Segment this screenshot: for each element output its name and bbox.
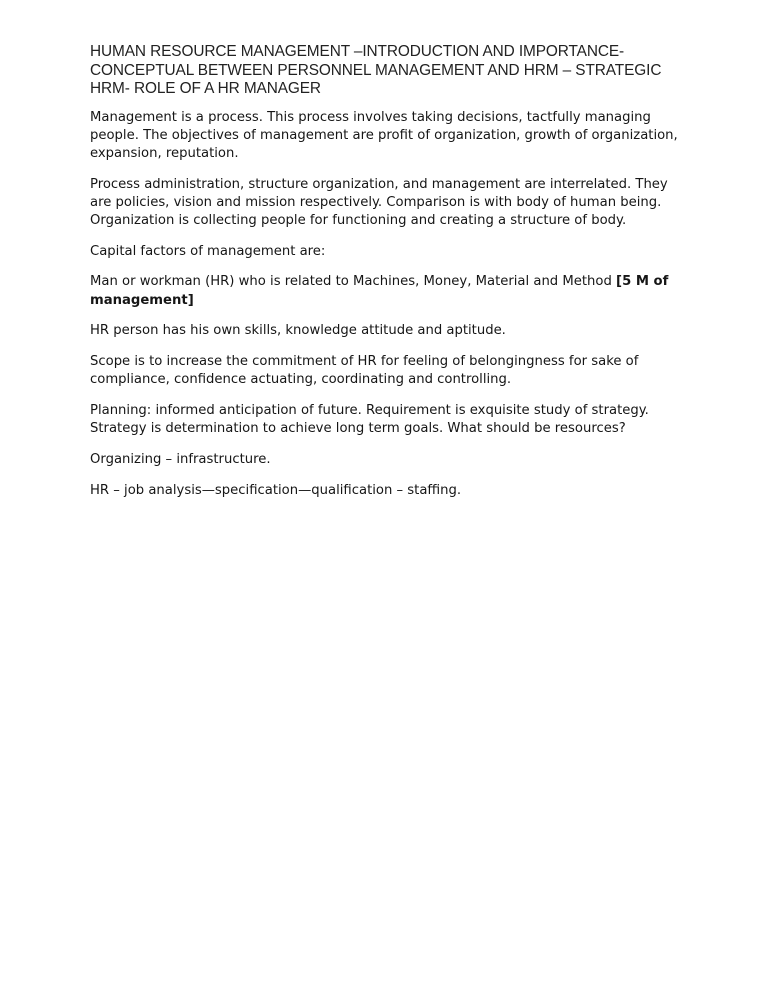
bold-5m-label: [5 M of management] [90, 274, 669, 308]
paragraph-hr-person: HR person has his own skills, knowledge attitude and aptitude. [90, 323, 506, 339]
paragraph-planning: Planning: informed anticipation of future. Requirement is exquisite study of strategy. Strategy is determination to achieve long term goals. What should be resources? [90, 402, 649, 437]
paragraph-capital-factors: Capital factors of management are: [90, 243, 326, 259]
document-body [90, 43, 690, 512]
document-title: HUMAN RESOURCE MANAGEMENT –INTRODUCTION AND IMPORTANCE- CONCEPTUAL BETWEEN PERSONNEL MANAGEMENT AND HRM – STRATEGIC HRM- ROLE OF A HR MANAGER [90, 43, 662, 97]
paragraph-interrelated: Process administration, structure organization, and management are interrelated. They are policies, vision and mission respectively. Comparison is with body of human being. Organization is collecting people for functioning and creating a structure of body. [90, 176, 668, 229]
paragraph-organizing: Organizing – infrastructure. [90, 451, 271, 467]
paragraph-hr-job-analysis: HR – job analysis—specification—qualification – staffing. [90, 482, 462, 498]
paragraph-management-process: Management is a process. This process involves taking decisions, tactfully managing people. The objectives of management are profit of organization, growth of organization, expansion, reputation. [90, 109, 678, 161]
paragraph-workman [90, 273, 690, 309]
workman-text: Man or workman (HR) who is related to Machines, Money, Material and Method [90, 274, 612, 290]
paragraph-scope: Scope is to increase the commitment of HR for feeling of belongingness for sake of compliance, confidence actuating, coordinating and controlling. [90, 354, 639, 388]
